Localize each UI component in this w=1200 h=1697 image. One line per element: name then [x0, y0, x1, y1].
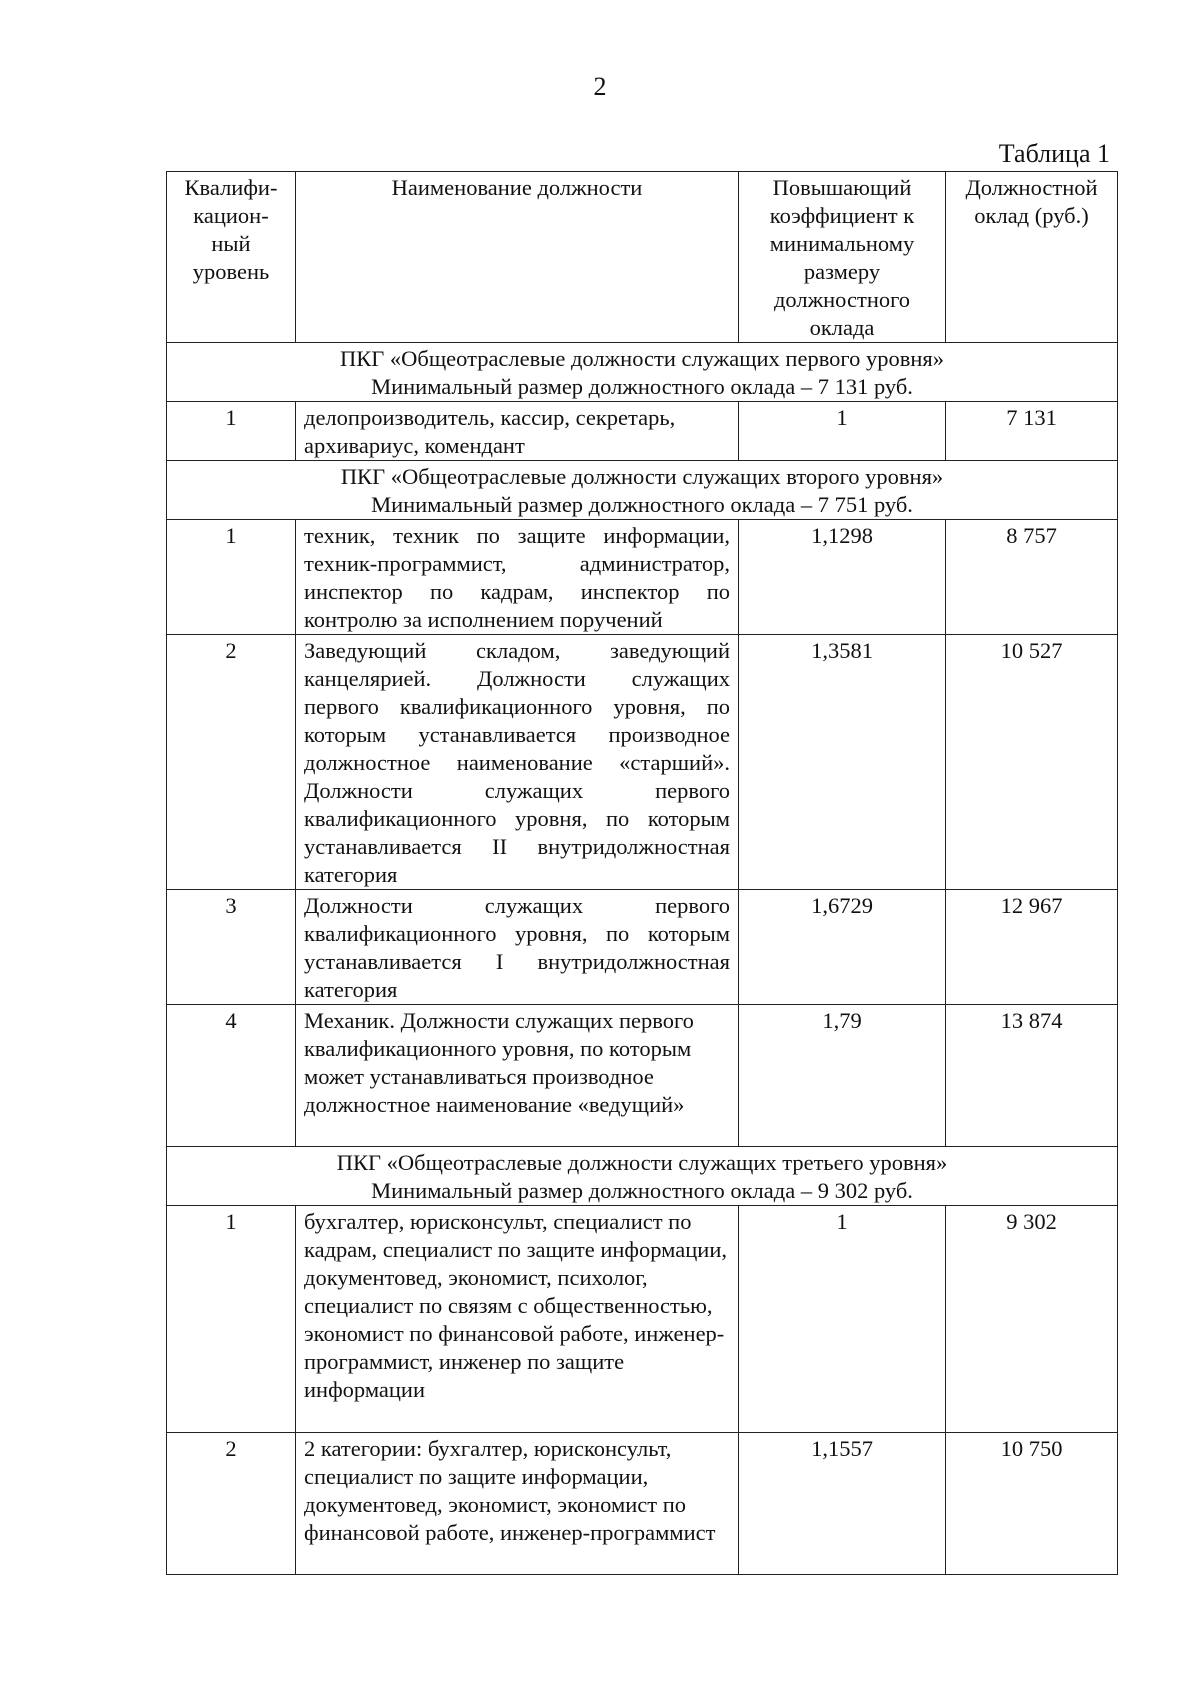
page-number: 2: [593, 72, 607, 101]
level-cell: 1: [167, 402, 296, 461]
table-row: [167, 890, 1118, 1005]
name-cell: делопроизводитель, кассир, секретарь, архивариус, комендант: [296, 402, 739, 461]
group-header: [167, 1147, 1118, 1206]
salary-cell: 10 527: [946, 635, 1118, 890]
level-cell: 4: [167, 1005, 296, 1147]
salary-cell: 10 750: [946, 1433, 1118, 1575]
level-cell: 2: [167, 1433, 296, 1575]
coef-cell: 1,79: [739, 1005, 946, 1147]
name-cell: Механик. Должности служащих первого квалификационного уровня, по которым может устанавливаться производное должностное наименование «ведущий»: [296, 1005, 739, 1147]
name-cell: 2 категории: бухгалтер, юрисконсульт, специалист по защите информации, документовед, экономист, экономист по финансовой работе, инженер-программист: [296, 1433, 739, 1575]
group-header-row: [167, 343, 1118, 402]
group-header: [167, 461, 1118, 520]
coef-cell: 1,1298: [739, 520, 946, 635]
group-min-salary: Минимальный размер должностного оклада – 9 302 руб.: [371, 1178, 913, 1203]
salary-cell: 13 874: [946, 1005, 1118, 1147]
group-title: ПКГ «Общеотраслевые должности служащих первого уровня»: [339, 346, 944, 371]
header-level: Квалифи-кацион-ный уровень: [167, 172, 296, 343]
group-min-salary: Минимальный размер должностного оклада – 7 751 руб.: [371, 492, 913, 517]
table-row: [167, 1206, 1118, 1433]
salary-cell: 8 757: [946, 520, 1118, 635]
group-title: ПКГ «Общеотраслевые должности служащих третьего уровня»: [336, 1150, 948, 1175]
coef-cell: 1,6729: [739, 890, 946, 1005]
name-cell: Заведующий складом, заведующий канцелярией. Должности служащих первого квалификационного уровня, по которым устанавливается производное должностное наименование «старший». Должности служащих первого квалификационного уровня, по которым устанавливается II внутридолжностная категория: [296, 635, 739, 890]
coef-cell: 1,3581: [739, 635, 946, 890]
level-cell: 2: [167, 635, 296, 890]
table-caption: Таблица 1: [998, 139, 1110, 168]
level-cell: 1: [167, 520, 296, 635]
level-cell: 3: [167, 890, 296, 1005]
coef-cell: 1,1557: [739, 1433, 946, 1575]
name-cell: бухгалтер, юрисконсульт, специалист по кадрам, специалист по защите информации, документовед, экономист, психолог, специалист по связям с общественностью, экономист по финансовой работе, инженер-программист, инженер по защите информации: [296, 1206, 739, 1433]
table-header-row: [167, 172, 1118, 343]
group-header-row: [167, 461, 1118, 520]
salary-cell: 9 302: [946, 1206, 1118, 1433]
table-row: [167, 1433, 1118, 1575]
header-name: Наименование должности: [296, 172, 739, 343]
coef-cell: 1: [739, 402, 946, 461]
group-header: [167, 343, 1118, 402]
group-header-row: [167, 1147, 1118, 1206]
table-row: [167, 402, 1118, 461]
header-coef: Повышающий коэффициент к минимальному размеру должностного оклада: [739, 172, 946, 343]
name-cell: Должности служащих первого квалификационного уровня, по которым устанавливается I внутридолжностная категория: [296, 890, 739, 1005]
table-row: [167, 520, 1118, 635]
header-salary: Должностной оклад (руб.): [946, 172, 1118, 343]
salary-cell: 7 131: [946, 402, 1118, 461]
salary-table: [166, 171, 1118, 1575]
group-min-salary: Минимальный размер должностного оклада – 7 131 руб.: [371, 374, 913, 399]
salary-cell: 12 967: [946, 890, 1118, 1005]
table-row: [167, 1005, 1118, 1147]
level-cell: 1: [167, 1206, 296, 1433]
group-title: ПКГ «Общеотраслевые должности служащих второго уровня»: [340, 464, 944, 489]
coef-cell: 1: [739, 1206, 946, 1433]
table-row: [167, 635, 1118, 890]
name-cell: техник, техник по защите информации, техник-программист, администратор, инспектор по кадрам, инспектор по контролю за исполнением поручений: [296, 520, 739, 635]
